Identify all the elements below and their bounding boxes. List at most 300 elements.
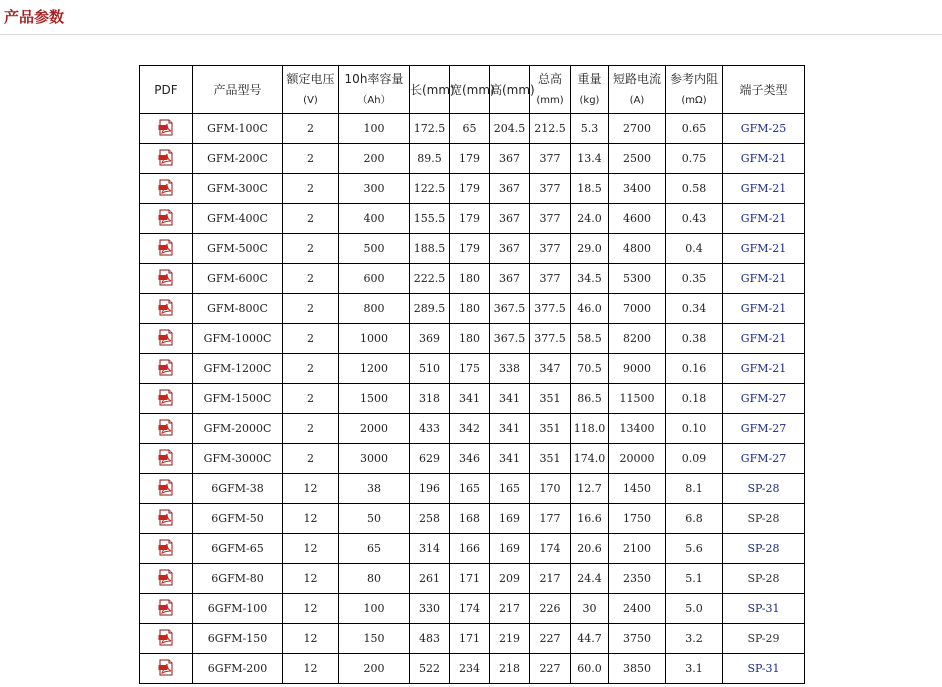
terminal-type-cell: SP-31: [723, 594, 805, 624]
value-cell: 261: [410, 564, 450, 594]
value-cell: 0.16: [666, 354, 723, 384]
value-cell: 1200: [339, 354, 410, 384]
value-cell: 2500: [609, 144, 666, 174]
value-cell: 5.0: [666, 594, 723, 624]
value-cell: 13400: [609, 414, 666, 444]
pdf-cell: [140, 504, 193, 534]
value-cell: 367.5: [490, 294, 530, 324]
column-header-label: 产品型号: [213, 82, 262, 97]
value-cell: 377.5: [530, 294, 571, 324]
pdf-file-icon[interactable]: [158, 149, 174, 169]
value-cell: 180: [450, 264, 490, 294]
table-row: [140, 174, 805, 204]
value-cell: 12.7: [571, 474, 609, 504]
value-cell: 29.0: [571, 234, 609, 264]
value-cell: 171: [450, 564, 490, 594]
value-cell: 510: [410, 354, 450, 384]
value-cell: 2: [283, 384, 339, 414]
value-cell: 166: [450, 534, 490, 564]
column-header-label: 额定电压: [286, 71, 335, 86]
value-cell: 0.58: [666, 174, 723, 204]
value-cell: 800: [339, 294, 410, 324]
pdf-file-icon[interactable]: [158, 539, 174, 559]
column-header-label: 宽(mm): [450, 82, 495, 97]
value-cell: 600: [339, 264, 410, 294]
terminal-type-cell: GFM-21: [723, 204, 805, 234]
pdf-cell: [140, 324, 193, 354]
value-cell: 168: [450, 504, 490, 534]
pdf-file-icon[interactable]: [158, 509, 174, 529]
pdf-cell: [140, 414, 193, 444]
column-header: [723, 66, 805, 114]
terminal-type-cell: SP-28: [723, 534, 805, 564]
value-cell: 341: [490, 384, 530, 414]
value-cell: 1000: [339, 324, 410, 354]
value-cell: 341: [490, 414, 530, 444]
value-cell: 3850: [609, 654, 666, 684]
value-cell: 433: [410, 414, 450, 444]
value-cell: 46.0: [571, 294, 609, 324]
terminal-type-cell: GFM-21: [723, 354, 805, 384]
value-cell: 367: [490, 234, 530, 264]
value-cell: 2000: [339, 414, 410, 444]
value-cell: 165: [490, 474, 530, 504]
pdf-file-icon[interactable]: [158, 599, 174, 619]
pdf-cell: [140, 204, 193, 234]
column-header: [666, 66, 723, 114]
value-cell: 2: [283, 414, 339, 444]
value-cell: 170: [530, 474, 571, 504]
value-cell: 8.1: [666, 474, 723, 504]
model-cell: GFM-400C: [193, 204, 283, 234]
value-cell: 2: [283, 294, 339, 324]
value-cell: 4600: [609, 204, 666, 234]
pdf-cell: [140, 474, 193, 504]
value-cell: 12: [283, 624, 339, 654]
value-cell: 13.4: [571, 144, 609, 174]
value-cell: 314: [410, 534, 450, 564]
table-row: [140, 594, 805, 624]
value-cell: 165: [450, 474, 490, 504]
value-cell: 0.65: [666, 114, 723, 144]
value-cell: 70.5: [571, 354, 609, 384]
column-header-unit: (kg): [579, 94, 600, 106]
product-parameters-table: [139, 65, 805, 684]
terminal-type-cell: SP-29: [723, 624, 805, 654]
pdf-cell: [140, 144, 193, 174]
value-cell: 174: [530, 534, 571, 564]
value-cell: 2: [283, 444, 339, 474]
value-cell: 2: [283, 114, 339, 144]
value-cell: 12: [283, 594, 339, 624]
value-cell: 24.0: [571, 204, 609, 234]
table-row: [140, 504, 805, 534]
value-cell: 169: [490, 534, 530, 564]
column-header-label: 重量: [577, 71, 602, 86]
pdf-cell: [140, 114, 193, 144]
table-body: [140, 114, 805, 684]
table-row: [140, 474, 805, 504]
value-cell: 318: [410, 384, 450, 414]
table-row: [140, 264, 805, 294]
value-cell: 222.5: [410, 264, 450, 294]
value-cell: 2: [283, 354, 339, 384]
column-header: [609, 66, 666, 114]
pdf-file-icon[interactable]: [158, 629, 174, 649]
value-cell: 18.5: [571, 174, 609, 204]
terminal-type-cell: GFM-27: [723, 384, 805, 414]
value-cell: 24.4: [571, 564, 609, 594]
value-cell: 122.5: [410, 174, 450, 204]
value-cell: 50: [339, 504, 410, 534]
terminal-type-cell: GFM-25: [723, 114, 805, 144]
value-cell: 338: [490, 354, 530, 384]
value-cell: 4800: [609, 234, 666, 264]
value-cell: 400: [339, 204, 410, 234]
pdf-file-icon[interactable]: [158, 479, 174, 499]
value-cell: 44.7: [571, 624, 609, 654]
column-header-label: 参考内阻: [669, 71, 718, 86]
value-cell: 34.5: [571, 264, 609, 294]
column-header-label: 高(mm): [490, 82, 535, 97]
table-row: [140, 204, 805, 234]
terminal-type-cell: GFM-21: [723, 234, 805, 264]
table-row: [140, 384, 805, 414]
value-cell: 30: [571, 594, 609, 624]
model-cell: 6GFM-100: [193, 594, 283, 624]
value-cell: 2350: [609, 564, 666, 594]
value-cell: 2100: [609, 534, 666, 564]
value-cell: 11500: [609, 384, 666, 414]
model-cell: GFM-100C: [193, 114, 283, 144]
table-row: [140, 624, 805, 654]
value-cell: 351: [530, 444, 571, 474]
value-cell: 65: [339, 534, 410, 564]
model-cell: GFM-3000C: [193, 444, 283, 474]
value-cell: 377.5: [530, 324, 571, 354]
value-cell: 258: [410, 504, 450, 534]
pdf-file-icon[interactable]: [158, 389, 174, 409]
terminal-type-cell: SP-28: [723, 504, 805, 534]
terminal-type-cell: GFM-27: [723, 444, 805, 474]
value-cell: 171: [450, 624, 490, 654]
table-row: [140, 564, 805, 594]
pdf-cell: [140, 624, 193, 654]
value-cell: 227: [530, 654, 571, 684]
value-cell: 5.1: [666, 564, 723, 594]
value-cell: 629: [410, 444, 450, 474]
value-cell: 174.0: [571, 444, 609, 474]
value-cell: 118.0: [571, 414, 609, 444]
pdf-file-icon[interactable]: [158, 329, 174, 349]
value-cell: 289.5: [410, 294, 450, 324]
value-cell: 180: [450, 324, 490, 354]
terminal-type-cell: SP-31: [723, 654, 805, 684]
value-cell: 0.38: [666, 324, 723, 354]
value-cell: 1450: [609, 474, 666, 504]
value-cell: 2400: [609, 594, 666, 624]
value-cell: 218: [490, 654, 530, 684]
pdf-cell: [140, 594, 193, 624]
column-header-unit: (mΩ): [681, 94, 707, 106]
value-cell: 377: [530, 204, 571, 234]
value-cell: 0.35: [666, 264, 723, 294]
pdf-file-icon[interactable]: [158, 359, 174, 379]
terminal-type-cell: GFM-27: [723, 414, 805, 444]
value-cell: 3.2: [666, 624, 723, 654]
value-cell: 65: [450, 114, 490, 144]
column-header: [339, 66, 410, 114]
column-header-label: 总高: [537, 71, 562, 86]
terminal-type-cell: GFM-21: [723, 294, 805, 324]
value-cell: 200: [339, 654, 410, 684]
pdf-cell: [140, 294, 193, 324]
value-cell: 12: [283, 564, 339, 594]
column-header-unit: (A): [629, 94, 645, 106]
title-divider: [0, 34, 942, 35]
pdf-file-icon[interactable]: [158, 419, 174, 439]
model-cell: GFM-1200C: [193, 354, 283, 384]
model-cell: GFM-600C: [193, 264, 283, 294]
terminal-type-cell: GFM-21: [723, 144, 805, 174]
column-header-unit: (mm): [536, 94, 564, 106]
value-cell: 86.5: [571, 384, 609, 414]
model-cell: 6GFM-50: [193, 504, 283, 534]
value-cell: 155.5: [410, 204, 450, 234]
value-cell: 377: [530, 234, 571, 264]
value-cell: 12: [283, 654, 339, 684]
section-title: 产品参数: [4, 8, 65, 26]
value-cell: 179: [450, 234, 490, 264]
table-row: [140, 534, 805, 564]
terminal-type-cell: GFM-21: [723, 174, 805, 204]
value-cell: 369: [410, 324, 450, 354]
model-cell: GFM-300C: [193, 174, 283, 204]
value-cell: 9000: [609, 354, 666, 384]
model-cell: GFM-500C: [193, 234, 283, 264]
pdf-file-icon[interactable]: [158, 179, 174, 199]
table-row: [140, 444, 805, 474]
value-cell: 377: [530, 264, 571, 294]
value-cell: 0.43: [666, 204, 723, 234]
table-row: [140, 144, 805, 174]
value-cell: 341: [450, 384, 490, 414]
value-cell: 20.6: [571, 534, 609, 564]
pdf-file-icon[interactable]: [158, 449, 174, 469]
value-cell: 351: [530, 384, 571, 414]
table-row: [140, 414, 805, 444]
pdf-cell: [140, 564, 193, 594]
value-cell: 367: [490, 204, 530, 234]
column-header: [140, 66, 193, 114]
value-cell: 188.5: [410, 234, 450, 264]
value-cell: 60.0: [571, 654, 609, 684]
value-cell: 341: [490, 444, 530, 474]
value-cell: 1750: [609, 504, 666, 534]
value-cell: 330: [410, 594, 450, 624]
value-cell: 500: [339, 234, 410, 264]
column-header-label: 端子类型: [739, 82, 788, 97]
value-cell: 80: [339, 564, 410, 594]
pdf-cell: [140, 444, 193, 474]
value-cell: 0.18: [666, 384, 723, 414]
value-cell: 522: [410, 654, 450, 684]
model-cell: GFM-1000C: [193, 324, 283, 354]
pdf-file-icon[interactable]: [158, 239, 174, 259]
pdf-file-icon[interactable]: [158, 119, 174, 139]
value-cell: 5.3: [571, 114, 609, 144]
value-cell: 212.5: [530, 114, 571, 144]
table-row: [140, 234, 805, 264]
value-cell: 342: [450, 414, 490, 444]
value-cell: 179: [450, 174, 490, 204]
value-cell: 100: [339, 114, 410, 144]
pdf-cell: [140, 234, 193, 264]
column-header: [410, 66, 455, 114]
pdf-cell: [140, 174, 193, 204]
value-cell: 3.1: [666, 654, 723, 684]
value-cell: 367: [490, 264, 530, 294]
value-cell: 150: [339, 624, 410, 654]
model-cell: 6GFM-65: [193, 534, 283, 564]
terminal-type-cell: GFM-21: [723, 264, 805, 294]
table-row: [140, 654, 805, 684]
value-cell: 6.8: [666, 504, 723, 534]
value-cell: 16.6: [571, 504, 609, 534]
table-header-row: [140, 66, 805, 114]
column-header: [450, 66, 495, 114]
value-cell: 209: [490, 564, 530, 594]
value-cell: 169: [490, 504, 530, 534]
value-cell: 0.10: [666, 414, 723, 444]
value-cell: 179: [450, 144, 490, 174]
value-cell: 2: [283, 324, 339, 354]
value-cell: 217: [530, 564, 571, 594]
value-cell: 3000: [339, 444, 410, 474]
terminal-type-cell: GFM-21: [723, 324, 805, 354]
value-cell: 351: [530, 414, 571, 444]
value-cell: 174: [450, 594, 490, 624]
value-cell: 0.09: [666, 444, 723, 474]
pdf-file-icon[interactable]: [158, 209, 174, 229]
pdf-cell: [140, 654, 193, 684]
model-cell: GFM-800C: [193, 294, 283, 324]
column-header-label: 10h率容量: [344, 71, 404, 86]
column-header: [193, 66, 283, 114]
model-cell: 6GFM-150: [193, 624, 283, 654]
value-cell: 2: [283, 174, 339, 204]
model-cell: 6GFM-200: [193, 654, 283, 684]
value-cell: 367: [490, 144, 530, 174]
value-cell: 2: [283, 264, 339, 294]
value-cell: 5.6: [666, 534, 723, 564]
column-header-unit: （Ah）: [357, 94, 391, 106]
value-cell: 12: [283, 474, 339, 504]
value-cell: 347: [530, 354, 571, 384]
value-cell: 0.75: [666, 144, 723, 174]
column-header-label: PDF: [154, 82, 178, 97]
value-cell: 179: [450, 204, 490, 234]
pdf-file-icon[interactable]: [158, 569, 174, 589]
value-cell: 226: [530, 594, 571, 624]
value-cell: 58.5: [571, 324, 609, 354]
value-cell: 12: [283, 504, 339, 534]
pdf-file-icon[interactable]: [158, 299, 174, 319]
model-cell: GFM-1500C: [193, 384, 283, 414]
value-cell: 367: [490, 174, 530, 204]
value-cell: 8200: [609, 324, 666, 354]
value-cell: 89.5: [410, 144, 450, 174]
value-cell: 300: [339, 174, 410, 204]
value-cell: 204.5: [490, 114, 530, 144]
value-cell: 3750: [609, 624, 666, 654]
column-header-label: 短路电流: [612, 71, 661, 86]
table-row: [140, 354, 805, 384]
value-cell: 7000: [609, 294, 666, 324]
value-cell: 217: [490, 594, 530, 624]
column-header: [530, 66, 571, 114]
pdf-file-icon[interactable]: [158, 659, 174, 679]
value-cell: 177: [530, 504, 571, 534]
column-header: [571, 66, 609, 114]
value-cell: 200: [339, 144, 410, 174]
value-cell: 234: [450, 654, 490, 684]
value-cell: 3400: [609, 174, 666, 204]
pdf-file-icon[interactable]: [158, 269, 174, 289]
value-cell: 227: [530, 624, 571, 654]
value-cell: 0.34: [666, 294, 723, 324]
value-cell: 100: [339, 594, 410, 624]
model-cell: GFM-2000C: [193, 414, 283, 444]
pdf-cell: [140, 534, 193, 564]
value-cell: 219: [490, 624, 530, 654]
value-cell: 377: [530, 144, 571, 174]
terminal-type-cell: SP-28: [723, 474, 805, 504]
value-cell: 377: [530, 174, 571, 204]
value-cell: 196: [410, 474, 450, 504]
value-cell: 12: [283, 534, 339, 564]
table-row: [140, 294, 805, 324]
value-cell: 20000: [609, 444, 666, 474]
value-cell: 346: [450, 444, 490, 474]
model-cell: GFM-200C: [193, 144, 283, 174]
column-header-label: 长(mm): [410, 82, 455, 97]
value-cell: 2: [283, 204, 339, 234]
value-cell: 38: [339, 474, 410, 504]
value-cell: 175: [450, 354, 490, 384]
model-cell: 6GFM-80: [193, 564, 283, 594]
column-header: [490, 66, 535, 114]
pdf-cell: [140, 384, 193, 414]
column-header-unit: (V): [303, 94, 318, 106]
pdf-cell: [140, 264, 193, 294]
value-cell: 2: [283, 234, 339, 264]
terminal-type-cell: SP-28: [723, 564, 805, 594]
table-row: [140, 114, 805, 144]
value-cell: 2700: [609, 114, 666, 144]
column-header: [283, 66, 339, 114]
value-cell: 5300: [609, 264, 666, 294]
model-cell: 6GFM-38: [193, 474, 283, 504]
table-row: [140, 324, 805, 354]
value-cell: 483: [410, 624, 450, 654]
value-cell: 367.5: [490, 324, 530, 354]
value-cell: 2: [283, 144, 339, 174]
pdf-cell: [140, 354, 193, 384]
value-cell: 0.4: [666, 234, 723, 264]
value-cell: 172.5: [410, 114, 450, 144]
value-cell: 1500: [339, 384, 410, 414]
